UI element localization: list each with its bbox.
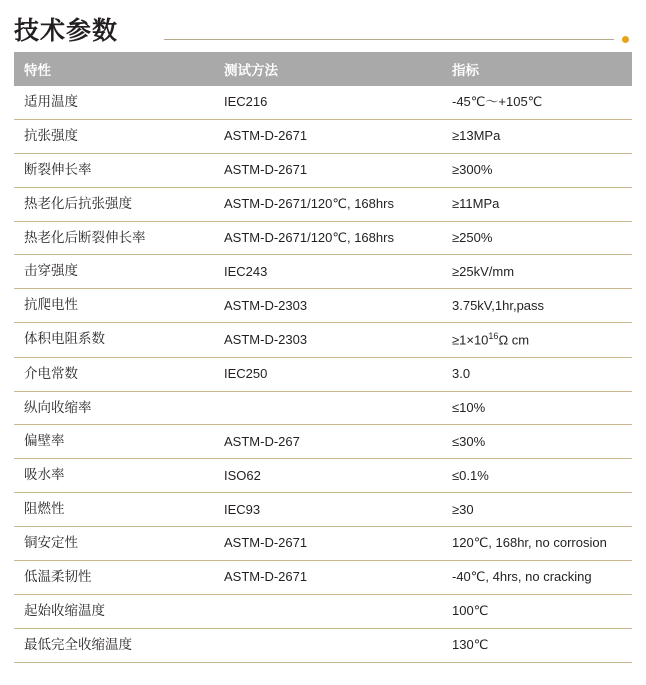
cell-property: 偏壁率 bbox=[14, 425, 214, 459]
cell-spec: -40℃, 4hrs, no cracking bbox=[442, 560, 632, 594]
table-row bbox=[14, 86, 632, 119]
cell-property: 铜安定性 bbox=[14, 527, 214, 561]
cell-spec: ≥11MPa bbox=[442, 187, 632, 221]
cell-method: ASTM-D-2671 bbox=[214, 153, 442, 187]
table-row bbox=[14, 255, 632, 289]
table-row bbox=[14, 560, 632, 594]
table-header bbox=[14, 52, 632, 86]
cell-property: 抗爬电性 bbox=[14, 289, 214, 323]
page-title: 技术参数 bbox=[14, 17, 119, 45]
table-row bbox=[14, 425, 632, 459]
cell-property: 击穿强度 bbox=[14, 255, 214, 289]
cell-property: 纵向收缩率 bbox=[14, 391, 214, 425]
cell-spec: 3.75kV,1hr,pass bbox=[442, 289, 632, 323]
cell-method: ASTM-D-2671/120℃, 168hrs bbox=[214, 187, 442, 221]
cell-property: 介电常数 bbox=[14, 357, 214, 391]
title-row bbox=[14, 0, 632, 52]
cell-method: IEC216 bbox=[214, 86, 442, 119]
cell-spec: -45℃～+105℃ bbox=[442, 86, 632, 119]
cell-spec: ≥30 bbox=[442, 493, 632, 527]
cell-spec: $\ge 1\times 10^{16}\Omega$ cm bbox=[442, 323, 632, 358]
cell-method: ASTM-D-2671 bbox=[214, 560, 442, 594]
cell-spec: 3.0 bbox=[442, 357, 632, 391]
table-row bbox=[14, 221, 632, 255]
cell-method: ASTM-D-2671 bbox=[214, 119, 442, 153]
table-row bbox=[14, 119, 632, 153]
cell-property: 热老化后抗张强度 bbox=[14, 187, 214, 221]
cell-method: ASTM-D-2671/120℃, 168hrs bbox=[214, 221, 442, 255]
table-row bbox=[14, 289, 632, 323]
table-row bbox=[14, 187, 632, 221]
cell-method: ASTM-D-2671 bbox=[214, 527, 442, 561]
cell-property: 断裂伸长率 bbox=[14, 153, 214, 187]
table-row bbox=[14, 323, 632, 358]
cell-property: 阻燃性 bbox=[14, 493, 214, 527]
specification-table bbox=[14, 52, 632, 663]
cell-property: 热老化后断裂伸长率 bbox=[14, 221, 214, 255]
accent-dot-icon bbox=[622, 36, 629, 43]
column-header-method: 测试方法 bbox=[214, 52, 442, 86]
table-body bbox=[14, 86, 632, 662]
table-row bbox=[14, 391, 632, 425]
cell-spec: ≤0.1% bbox=[442, 459, 632, 493]
cell-method: IEC250 bbox=[214, 357, 442, 391]
cell-method: ASTM-D-267 bbox=[214, 425, 442, 459]
cell-spec: 120℃, 168hr, no corrosion bbox=[442, 527, 632, 561]
cell-property: 起始收缩温度 bbox=[14, 594, 214, 628]
column-header-property: 特性 bbox=[14, 52, 214, 86]
cell-spec: ≤30% bbox=[442, 425, 632, 459]
cell-method: IEC243 bbox=[214, 255, 442, 289]
table-row bbox=[14, 527, 632, 561]
table-row bbox=[14, 493, 632, 527]
table-row bbox=[14, 357, 632, 391]
table-row bbox=[14, 459, 632, 493]
table-row bbox=[14, 594, 632, 628]
cell-property: 最低完全收缩温度 bbox=[14, 628, 214, 662]
cell-spec: ≥13MPa bbox=[442, 119, 632, 153]
cell-spec: ≥25kV/mm bbox=[442, 255, 632, 289]
column-header-spec: 指标 bbox=[442, 52, 632, 86]
cell-method: ASTM-D-2303 bbox=[214, 323, 442, 358]
cell-method bbox=[214, 594, 442, 628]
cell-method: ASTM-D-2303 bbox=[214, 289, 442, 323]
cell-property: 适用温度 bbox=[14, 86, 214, 119]
cell-spec: ≤10% bbox=[442, 391, 632, 425]
cell-property: 低温柔韧性 bbox=[14, 560, 214, 594]
cell-property: 抗张强度 bbox=[14, 119, 214, 153]
table-header-row bbox=[14, 52, 632, 86]
cell-method bbox=[214, 628, 442, 662]
title-divider bbox=[164, 39, 614, 40]
cell-method: IEC93 bbox=[214, 493, 442, 527]
cell-property: 吸水率 bbox=[14, 459, 214, 493]
cell-property: 体积电阻系数 bbox=[14, 323, 214, 358]
cell-spec: 100℃ bbox=[442, 594, 632, 628]
cell-spec: 130℃ bbox=[442, 628, 632, 662]
cell-method: ISO62 bbox=[214, 459, 442, 493]
cell-method bbox=[214, 391, 442, 425]
cell-spec: ≥300% bbox=[442, 153, 632, 187]
table-row bbox=[14, 153, 632, 187]
cell-spec: ≥250% bbox=[442, 221, 632, 255]
table-row bbox=[14, 628, 632, 662]
